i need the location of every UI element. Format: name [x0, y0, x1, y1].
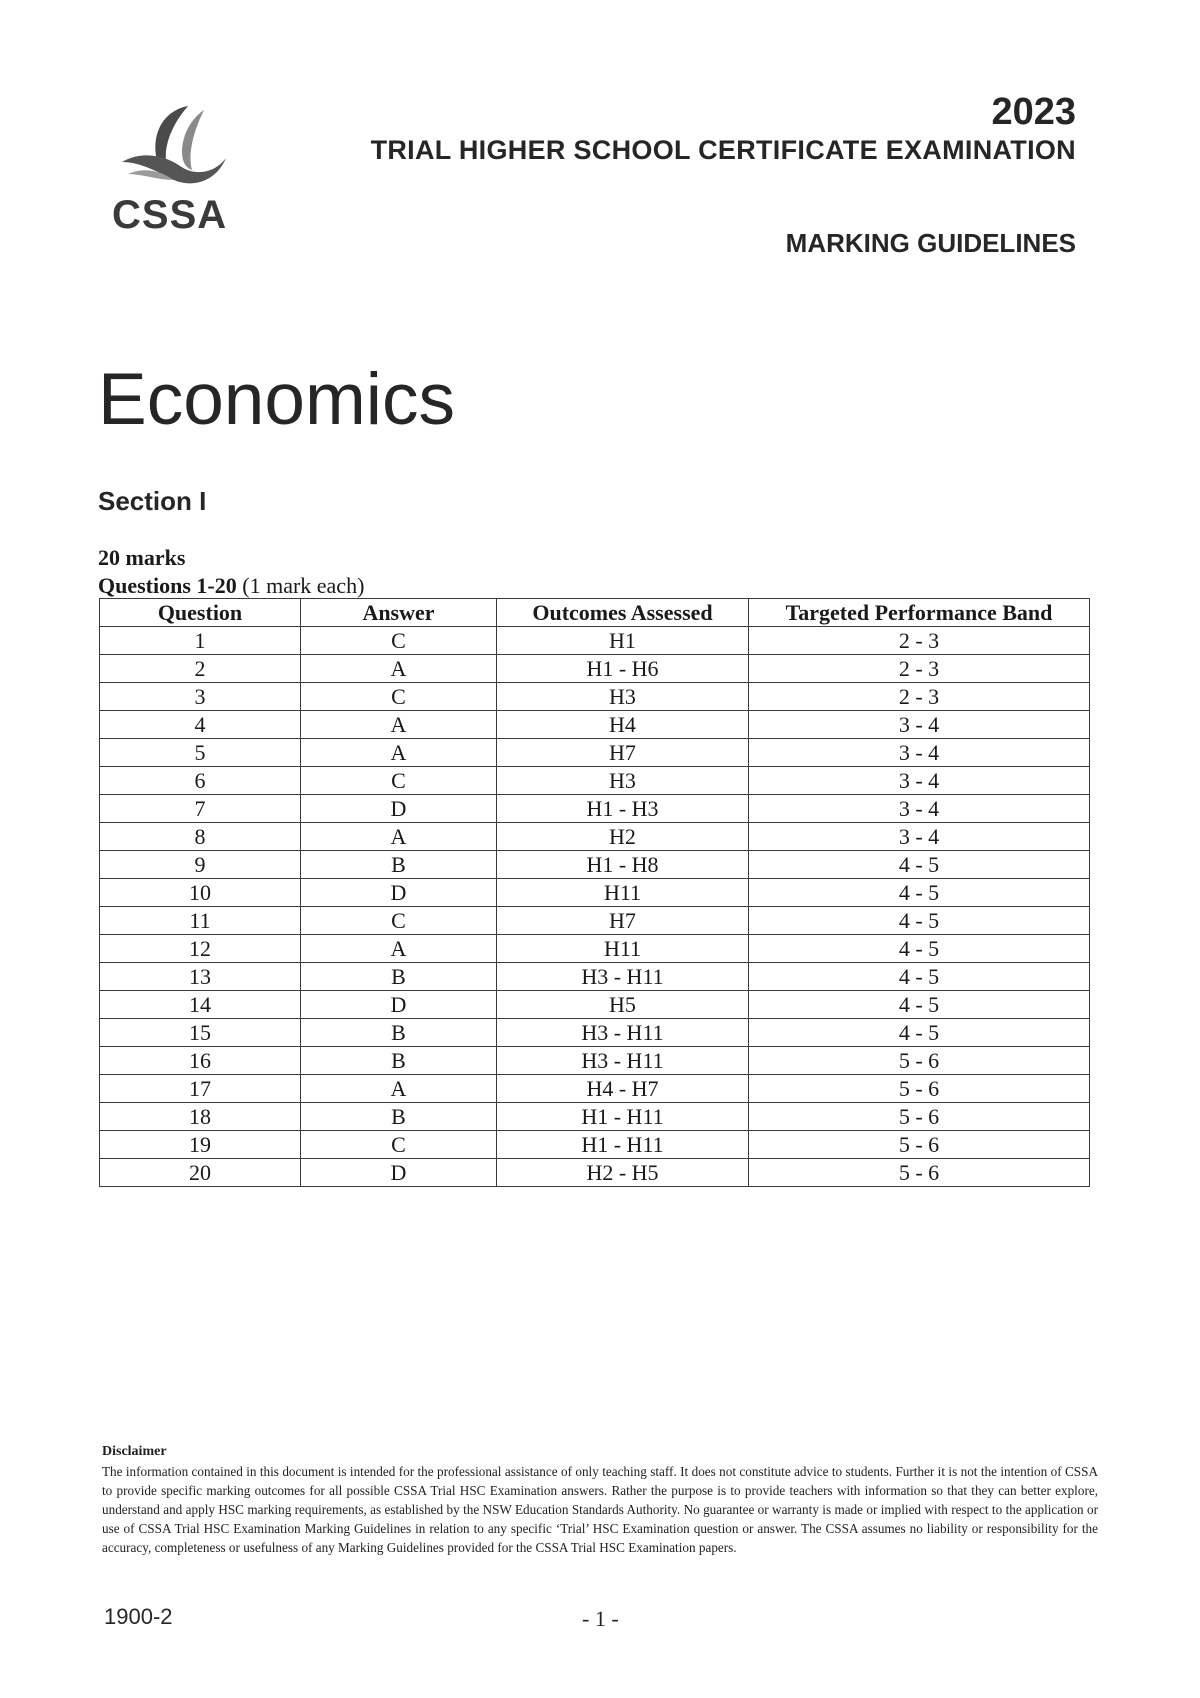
cell-answer: C [301, 767, 497, 795]
cell-outcomes: H4 [497, 711, 749, 739]
exam-title: TRIAL HIGHER SCHOOL CERTIFICATE EXAMINATION [370, 135, 1076, 165]
section-marks: 20 marks [98, 545, 186, 570]
cell-outcomes: H1 - H11 [497, 1103, 749, 1131]
cell-question: 14 [100, 991, 301, 1019]
cell-answer: C [301, 627, 497, 655]
table-row [100, 767, 1090, 795]
table-row [100, 711, 1090, 739]
cell-question: 19 [100, 1131, 301, 1159]
cssa-logo [112, 100, 242, 240]
document-type: MARKING GUIDELINES [785, 228, 1076, 258]
document-code: 1900-2 [104, 1604, 173, 1629]
section-title: Section I [98, 486, 207, 516]
cell-band: 2 - 3 [749, 655, 1090, 683]
table-row [100, 1131, 1090, 1159]
cell-question: 2 [100, 655, 301, 683]
table-row [100, 1047, 1090, 1075]
cell-answer: B [301, 1103, 497, 1131]
cell-band: 4 - 5 [749, 991, 1090, 1019]
cell-outcomes: H11 [497, 935, 749, 963]
cell-band: 4 - 5 [749, 907, 1090, 935]
cell-answer: B [301, 1047, 497, 1075]
cell-question: 16 [100, 1047, 301, 1075]
table-row [100, 739, 1090, 767]
cell-band: 3 - 4 [749, 767, 1090, 795]
cell-answer: A [301, 655, 497, 683]
cell-outcomes: H1 - H6 [497, 655, 749, 683]
cell-answer: A [301, 739, 497, 767]
cell-outcomes: H5 [497, 991, 749, 1019]
cell-question: 6 [100, 767, 301, 795]
column-header-band: Targeted Performance Band [749, 599, 1090, 627]
cell-band: 4 - 5 [749, 963, 1090, 991]
cell-question: 7 [100, 795, 301, 823]
cell-outcomes: H3 - H11 [497, 963, 749, 991]
table-row [100, 795, 1090, 823]
cell-answer: C [301, 907, 497, 935]
cssa-swoosh-icon [118, 100, 228, 188]
questions-note: (1 mark each) [236, 573, 365, 598]
cell-band: 3 - 4 [749, 739, 1090, 767]
cell-question: 1 [100, 627, 301, 655]
cell-outcomes: H7 [497, 739, 749, 767]
table-row [100, 963, 1090, 991]
cell-band: 4 - 5 [749, 1019, 1090, 1047]
table-row [100, 823, 1090, 851]
cell-band: 4 - 5 [749, 851, 1090, 879]
table-row [100, 1103, 1090, 1131]
cell-band: 5 - 6 [749, 1159, 1090, 1187]
cell-answer: A [301, 823, 497, 851]
table-header-row [100, 599, 1090, 627]
cell-question: 3 [100, 683, 301, 711]
subject-title: Economics [98, 359, 456, 440]
table-row [100, 851, 1090, 879]
cell-answer: B [301, 1019, 497, 1047]
table-row [100, 655, 1090, 683]
cell-question: 5 [100, 739, 301, 767]
table-body [100, 627, 1090, 1187]
cell-answer: A [301, 711, 497, 739]
cell-answer: A [301, 935, 497, 963]
cell-outcomes: H11 [497, 879, 749, 907]
cell-outcomes: H7 [497, 907, 749, 935]
cell-question: 12 [100, 935, 301, 963]
cell-answer: D [301, 795, 497, 823]
table-row [100, 935, 1090, 963]
cell-band: 2 - 3 [749, 627, 1090, 655]
cell-question: 15 [100, 1019, 301, 1047]
cell-band: 3 - 4 [749, 795, 1090, 823]
cell-band: 4 - 5 [749, 935, 1090, 963]
cell-band: 5 - 6 [749, 1131, 1090, 1159]
cell-band: 2 - 3 [749, 683, 1090, 711]
column-header-answer: Answer [301, 599, 497, 627]
column-header-outcomes: Outcomes Assessed [497, 599, 749, 627]
cell-question: 20 [100, 1159, 301, 1187]
cell-answer: B [301, 963, 497, 991]
table-row [100, 627, 1090, 655]
cell-answer: D [301, 1159, 497, 1187]
page-number: - 1 - [582, 1606, 619, 1631]
cell-band: 5 - 6 [749, 1047, 1090, 1075]
cell-question: 4 [100, 711, 301, 739]
table-row [100, 907, 1090, 935]
table-row [100, 1019, 1090, 1047]
cell-question: 8 [100, 823, 301, 851]
table-row [100, 1075, 1090, 1103]
cell-outcomes: H4 - H7 [497, 1075, 749, 1103]
cell-question: 9 [100, 851, 301, 879]
cell-outcomes: H2 [497, 823, 749, 851]
disclaimer-title: Disclaimer [102, 1444, 167, 1459]
cell-question: 10 [100, 879, 301, 907]
cell-outcomes: H2 - H5 [497, 1159, 749, 1187]
cell-outcomes: H1 [497, 627, 749, 655]
cell-band: 3 - 4 [749, 823, 1090, 851]
cell-band: 5 - 6 [749, 1075, 1090, 1103]
cell-question: 11 [100, 907, 301, 935]
cell-answer: C [301, 1131, 497, 1159]
cell-outcomes: H1 - H3 [497, 795, 749, 823]
cell-band: 4 - 5 [749, 879, 1090, 907]
column-header-question: Question [100, 599, 301, 627]
cell-answer: D [301, 879, 497, 907]
table-row [100, 1159, 1090, 1187]
cell-question: 17 [100, 1075, 301, 1103]
cell-outcomes: H1 - H11 [497, 1131, 749, 1159]
table-row [100, 991, 1090, 1019]
cell-band: 5 - 6 [749, 1103, 1090, 1131]
disclaimer [102, 1444, 1098, 1557]
cell-answer: A [301, 1075, 497, 1103]
cell-outcomes: H3 [497, 767, 749, 795]
questions-line [98, 573, 364, 599]
cell-outcomes: H3 [497, 683, 749, 711]
cell-answer: C [301, 683, 497, 711]
cell-outcomes: H1 - H8 [497, 851, 749, 879]
cell-answer: D [301, 991, 497, 1019]
exam-year: 2023 [991, 91, 1076, 133]
disclaimer-body: The information contained in this document is intended for the professional assistance of only teaching staff. It does not constitute advice to students. Further it is not the intention of CSSA to provide specific marking outcomes for all possible CSSA Trial HSC Examination answers. Rather the purpose is to provide teachers with information so that they can better explore, understand and apply HSC marking requirements, as established by the NSW Education Standards Authority. No guarantee or warranty is made or implied with respect to the application or use of CSSA Trial HSC Examination Marking Guidelines in relation to any specific ‘Trial’ HSC Examination question or answer. The CSSA assumes no liability or responsibility for the accuracy, completeness or usefulness of any Marking Guidelines provided for the CSSA Trial HSC Examination papers. [102, 1464, 1098, 1555]
cell-answer: B [301, 851, 497, 879]
cell-question: 18 [100, 1103, 301, 1131]
cell-outcomes: H3 - H11 [497, 1047, 749, 1075]
table-row [100, 683, 1090, 711]
cell-band: 3 - 4 [749, 711, 1090, 739]
cell-outcomes: H3 - H11 [497, 1019, 749, 1047]
questions-range: Questions 1-20 [98, 573, 237, 598]
table-row [100, 879, 1090, 907]
logo-text: CSSA [112, 193, 228, 237]
answer-table [99, 598, 1090, 1187]
cell-question: 13 [100, 963, 301, 991]
